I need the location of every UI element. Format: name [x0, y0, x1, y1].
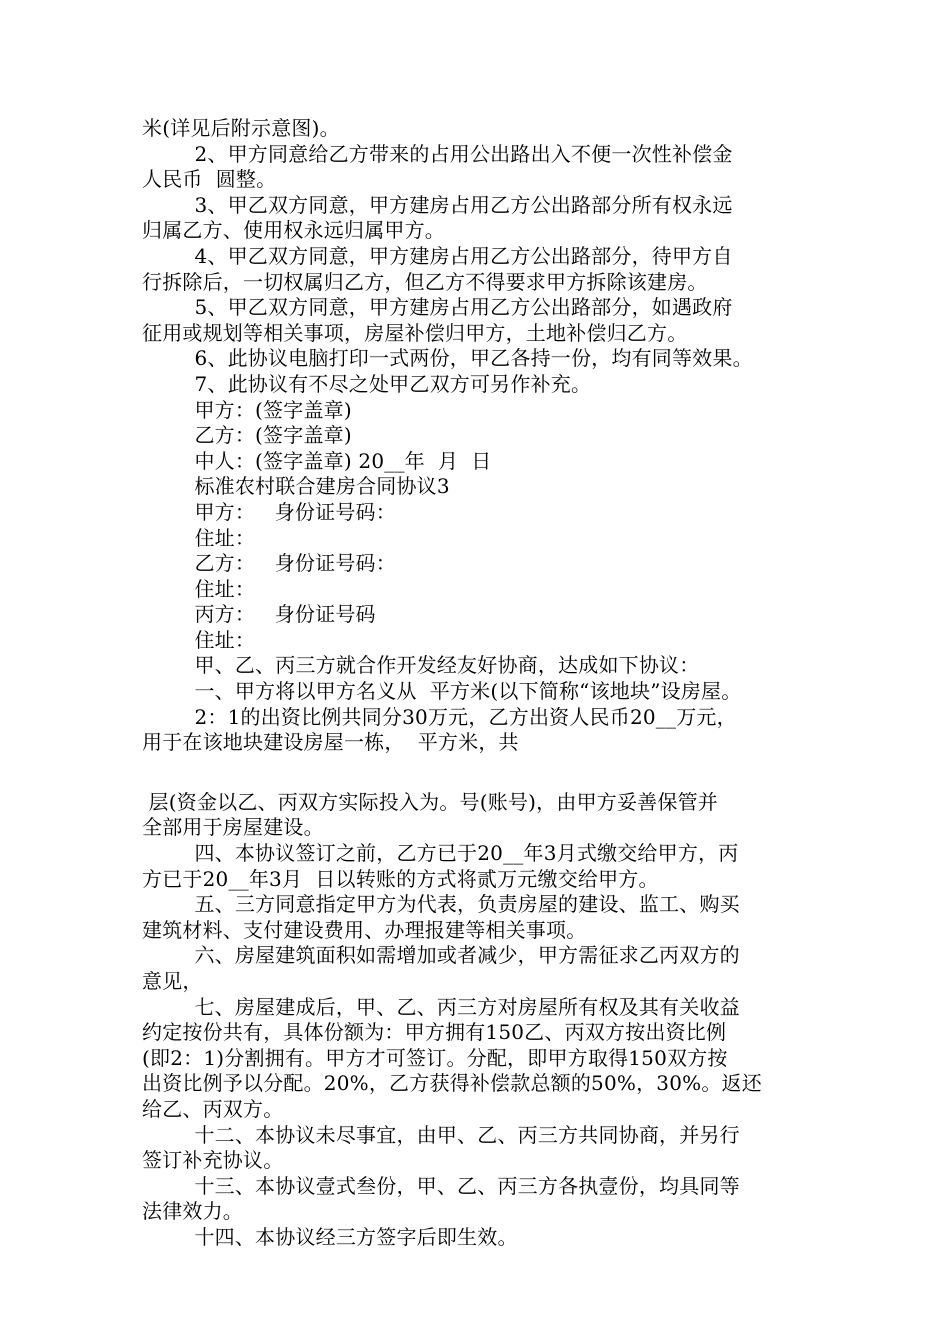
document-text-line: 全部用于房屋建设。	[142, 815, 324, 840]
document-text-line: 乙方： 身份证号码：	[142, 551, 396, 576]
document-text-line: 米(详见后附示意图)。	[142, 116, 340, 140]
document-text-line: 行拆除后，一切权属归乙方，但乙方不得要求甲方拆除该建房。	[142, 269, 708, 294]
document-text-line: 甲方： 身份证号码：	[142, 499, 396, 524]
document-text-line: (即2：1)分割拥有。甲方才可签订。分配，即甲方取得150双方按	[142, 1045, 728, 1070]
document-text-line: 标准农村联合建房合同协议3	[142, 474, 450, 499]
document-text-line: 2、甲方同意给乙方带来的占用公出路出入不便一次性补偿金	[142, 141, 733, 166]
document-text-line: 用于在该地块建设房屋一栋， 平方米，共	[142, 730, 519, 755]
document-text-line: 十二、本协议未尽事宜，由甲、乙、丙三方共同协商，并另行	[142, 1122, 740, 1147]
paragraph-gap	[142, 756, 812, 790]
document-text-line: 甲方：(签字盖章)	[142, 397, 352, 422]
document-text-line: 7、此协议有不尽之处甲乙双方可另作补充。	[142, 371, 592, 396]
document-text-line: 签订补充协议。	[142, 1148, 284, 1173]
document-text-line: 给乙、丙双方。	[142, 1096, 284, 1121]
document-text-line: 4、甲乙双方同意，甲方建房占用乙方公出路部分，待甲方自	[142, 243, 733, 268]
document-text-line: 6、此协议电脑打印一式两份，甲乙各持一份，均有同等效果。	[142, 346, 753, 371]
document-text-line: 十四、本协议经三方签字后即生效。	[142, 1224, 518, 1249]
document-text-line: 方已于20__年3月 日以转账的方式将贰万元缴交给甲方。	[142, 866, 659, 891]
document-text-line: 七、房屋建成后，甲、乙、丙三方对房屋所有权及其有关收益	[142, 994, 740, 1019]
document-text-line: 住址：	[142, 525, 256, 550]
document-text-line: 3、甲乙双方同意，甲方建房占用乙方公出路部分所有权永远	[142, 192, 733, 217]
document-page	[142, 116, 812, 1251]
document-text-line: 意见，	[142, 969, 203, 993]
document-text-line: 六、房屋建筑面积如需增加或者减少，甲方需征求乙丙双方的	[142, 943, 740, 968]
document-text-line: 建筑材料、支付建设费用、办理报建等相关事项。	[142, 917, 587, 942]
document-text-line: 住址：	[142, 627, 256, 652]
document-text-line: 约定按份共有，具体份额为：甲方拥有150乙、丙双方按出资比例	[142, 1020, 727, 1045]
document-text-line: 甲、乙、丙三方就合作开发经友好协商，达成如下协议：	[142, 653, 700, 678]
document-text-line: 住址：	[142, 576, 256, 601]
document-text-line: 法律效力。	[142, 1199, 243, 1224]
document-text-line: 出资比例予以分配。20%，乙方获得补偿款总额的50%，30%。返还	[142, 1071, 762, 1096]
document-text-line: 5、甲乙双方同意，甲方建房占用乙方公出路部分，如遇政府	[142, 295, 733, 320]
document-text-line: 征用或规划等相关事项，房屋补偿归甲方，土地补偿归乙方。	[142, 320, 688, 345]
document-text-line: 五、三方同意指定甲方为代表，负责房屋的建设、监工、购买	[142, 892, 740, 917]
document-text-line: 一、甲方将以甲方名义从 平方米(以下简称“该地块”设房屋。	[142, 679, 742, 704]
document-text-line: 2：1的出资比例共同分30万元，乙方出资人民币20__万元，	[142, 704, 737, 729]
document-text-line: 层(资金以乙、丙双方实际投入为。号(账号)，由甲方妥善保管并	[142, 789, 718, 814]
document-text-line: 丙方： 身份证号码	[142, 602, 376, 627]
document-text-line: 十三、本协议壹式叁份，甲、乙、丙三方各执壹份，均具同等	[142, 1173, 740, 1198]
document-text-line: 四、本协议签订之前，乙方已于20__年3月式缴交给甲方，丙	[142, 841, 739, 866]
document-block-2	[142, 790, 812, 1251]
document-text-line: 人民币 圆整。	[142, 167, 277, 192]
document-text-line: 归属乙方、使用权永远归属甲方。	[142, 218, 445, 243]
document-text-line: 乙方：(签字盖章)	[142, 423, 352, 448]
document-text-line: 中人：(签字盖章) 20__年 月 日	[142, 448, 492, 473]
document-block-1	[142, 116, 812, 756]
